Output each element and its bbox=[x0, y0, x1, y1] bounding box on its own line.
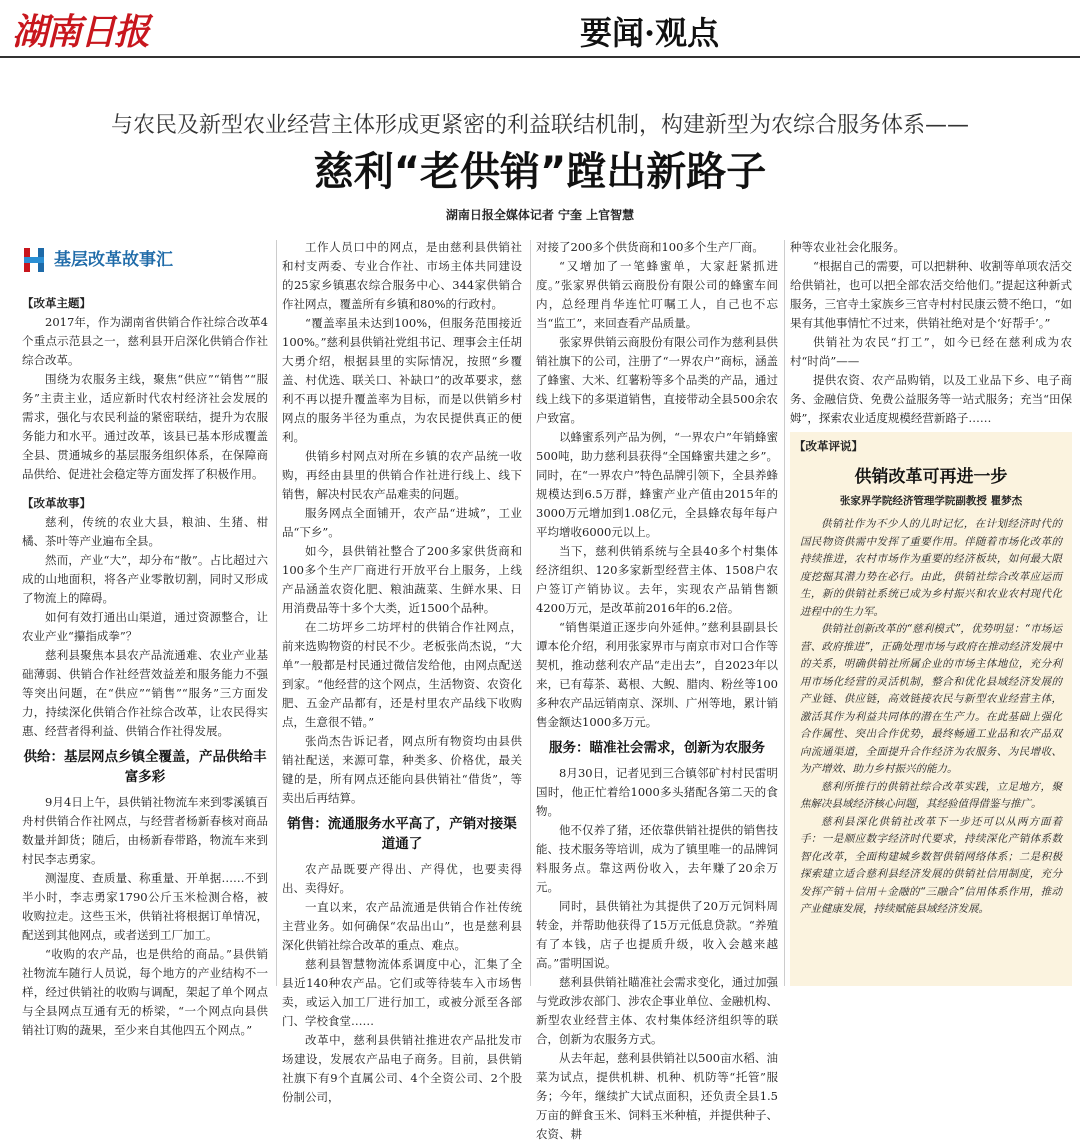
paragraph: 他不仅养了猪，还依靠供销社提供的销售技能、技术服务等培训，成为了镇里唯一的品牌饲料服务点。靠这两份收入，去年赚了20余万元。 bbox=[536, 823, 778, 894]
paragraph: 以蜂蜜系列产品为例，“一界农户”年销蜂蜜500吨，助力慈利县获得“全国蜂蜜共建之乡”。同时，在“一界农户”特色品牌引领下，全县养蜂规模达到6.5万群，蜂蜜产业产值由2015年的3000万元增加到1.08亿元，全县蜂农每年每户平均增收6000元以上。 bbox=[536, 430, 778, 539]
commentary-body bbox=[790, 516, 1072, 919]
paragraph: 张家界供销云商股份有限公司作为慈利县供销社旗下的公司，注册了“一界农户”商标，涵盖了蜂蜜、大米、红薯粉等多个品类的产品，通过线上线下的多渠道销售，直接带动全县500余农户致富。 bbox=[536, 335, 778, 425]
masthead-rule bbox=[0, 56, 1080, 58]
paragraph: 如何有效打通出山渠道，通过资源整合，让农业产业“攥指成拳”？ bbox=[22, 610, 268, 643]
commentary-author: 张家界学院经济管理学院副教授 瞿梦杰 bbox=[839, 495, 1023, 507]
paragraph: 9月4日上午，县供销社物流车来到零溪镇百舟村供销合作社网点，与经营者杨新春核对商品数量并卸货；随后，由杨新春带路，物流车来到村民李志勇家。 bbox=[22, 795, 268, 866]
section-title: 要闻·观点 bbox=[580, 14, 720, 52]
column-3 bbox=[536, 238, 778, 1141]
masthead bbox=[0, 0, 1080, 62]
tag-reform-commentary: 【改革评说】 bbox=[794, 439, 863, 453]
badge-text: 基层改革故事汇 bbox=[54, 249, 173, 270]
paragraph: 同时，县供销社为其提供了20万元饲料周转金，并帮助他获得了15万元低息贷款。“养殖有了本钱，店子也提质升级，收入会越来越高。”雷明国说。 bbox=[536, 899, 778, 970]
article-kicker: 与农民及新型农业经营主体形成更紧密的利益联结机制，构建新型为农综合服务体系—— bbox=[110, 113, 969, 138]
paragraph: “收购的农产品，也是供给的商品。”县供销社物流车随行人员说，每个地方的产业结构不一样，经过供销社的收购与调配，架起了单个网点与全县网点互通有无的桥梁，“一个网点向县供销社订购的蔬果，至少来自其他四五个网点。” bbox=[22, 947, 268, 1037]
paragraph: 慈利县聚焦本县农产品流通难、农业产业基础薄弱、供销合作社经营效益差和服务能力不强等突出问题，在“供应”“销售”“服务”三方面发力，持续深化供销合作社综合改革，让农民得实惠、经营者得利益、供销合作社得发展。 bbox=[22, 648, 268, 738]
article-headline: 慈利“老供销”蹚出新路子 bbox=[313, 149, 767, 195]
paragraph: 测湿度、查质量、称重量、开单据……不到半小时，李志勇家1790公斤玉米检测合格，被收购拉走。这些玉米，供销社将根据订单情况，配送到其他网点，或者送到工厂加工。 bbox=[22, 871, 268, 942]
paragraph: 农产品既要产得出、产得优，也要卖得出、卖得好。 bbox=[282, 862, 522, 895]
tag-reform-story: 【改革故事】 bbox=[22, 496, 91, 510]
column-1 bbox=[22, 238, 268, 1037]
paragraph: 在二坊坪乡二坊坪村的供销合作社网点，前来选购物资的村民不少。老板张尚杰说，“大单”一般都是村民通过微信发给他，由网点配送到家。“他经营的这个网点，生活物资、农资化肥、五金产品都有，还是村里农产品线下收购点，生意很不错。” bbox=[282, 620, 522, 729]
paragraph: 服务网点全面铺开，农产品“进城”，工业品“下乡”。 bbox=[282, 506, 522, 539]
paragraph: 慈利所推行的供销社综合改革实践，立足地方，聚焦解决县域经济核心问题，其经验值得借鉴与推广。 bbox=[800, 780, 1062, 810]
subheading-service: 服务：瞄准社会需求，创新为农服务 bbox=[549, 740, 765, 756]
column-4 bbox=[790, 238, 1072, 428]
paragraph: 供销社作为不少人的儿时记忆，在计划经济时代的国民物资供需中发挥了重要作用。伴随着市场化改革的持续推进，农村市场作为重要的经济板块，如何最大限度挖掘其潜力势在必行。由此，供销社综合改革应运而生，新的供销社系统已成为乡村振兴和农业农村现代化进程中的生力军。 bbox=[800, 518, 1062, 618]
paragraph: 供销社为农民“打工”，如今已经在慈利成为农村“时尚”—— bbox=[790, 335, 1072, 368]
paragraph: 如今，县供销社整合了200多家供货商和100多个生产厂商进行开放平台上服务，上线产品涵盖农资化肥、粮油蔬菜、生鲜水果、日用消费品等十多个大类，近1500个品种。 bbox=[282, 544, 522, 615]
subheading-sales: 销售：流通服务水平高了，产销对接渠道通了 bbox=[287, 816, 517, 852]
paragraph: “销售渠道正逐步向外延伸。”慈利县副县长谭本伦介绍，利用张家界市与南京市对口合作等契机，推动慈利农产品“走出去”，自2023年以来，已有莓茶、葛根、大鲵、腊肉、粉丝等100多种农产品远销南京、深圳、广州等地，累计销售金额达1000多万元。 bbox=[536, 620, 778, 729]
paragraph: 慈利县深化供销社改革下一步还可以从两方面着手：一是顺应数字经济时代要求，持续深化产销体系数智化改革，全面构建城乡数智供销网络体系；二是积极探索建立适合慈利县经济发展的供销社信用制度，充分发挥产销＋信用＋金融的“三融合”信用体系作用，推动产业健康发展，持续赋能县域经济发展。 bbox=[800, 815, 1062, 915]
subheading-supply: 供给：基层网点乡镇全覆盖，产品供给丰富多彩 bbox=[23, 749, 267, 785]
paragraph: 8月30日，记者见到三合镇邻矿村村民雷明国时，他正忙着给1000多头猪配各第二天的食物。 bbox=[536, 766, 778, 818]
commentary-title: 供销改革可再进一步 bbox=[854, 467, 1008, 487]
paragraph: 然而，产业“大”，却分布“散”。占比超过六成的山地面积，将各产业零散切割，同时又形成了物流上的障碍。 bbox=[22, 553, 268, 605]
paragraph: 供销社创新改革的“慈利模式”，优势明显：“市场运营、政府推进”，正确处理市场与政府在推动经济发展中的关系，明确供销社所属企业的市场主体地位，充分利用市场化经营的灵活机制，整合和优化县域经济发展的产业链、供应链，高效链接农民与新型农业经营主体，激活其作为利益共同体的潜在生产力。在此基础上强化合作属性、突出合作优势，最终畅通工业品和农产品双向流通渠道，全面提升合作经济为农服务、为民增收、为产增效、助力乡村振兴的能力。 bbox=[800, 623, 1062, 775]
paragraph: 种等农业社会化服务。 bbox=[790, 240, 905, 254]
paragraph: 围绕为农服务主线，聚焦“供应”“销售”“服务”主责主业，适应新时代农村经济社会发展的需求，强化与农民利益的紧密联结，提升为农服务能力和水平。通过改革，该县已基本形成覆盖全县、贯通城乡的基层服务组织体系，在保障商品供给、促进社会稳定等方面发挥了积极作用。 bbox=[22, 372, 268, 481]
paragraph: 2017年，作为湖南省供销合作社综合改革4个重点示范县之一，慈利县开启深化供销合作社综合改革。 bbox=[22, 315, 268, 367]
paragraph: 慈利县智慧物流体系调度中心，汇集了全县近140种农产品。它们或等待装车入市场售卖，或运入加工厂进行加工，或被分派至各部门、学校食堂…… bbox=[282, 957, 522, 1028]
paragraph: 对接了200多个供货商和100多个生产厂商。 bbox=[536, 240, 764, 254]
commentary-box bbox=[790, 432, 1072, 986]
paragraph: “覆盖率虽未达到100%，但服务范围接近100%。”慈利县供销社党组书记、理事会主任胡大勇介绍，根据县里的实际情况，按照“乡覆盖、村优选、联关口、补缺口”的改革要求，慈利不再以提升覆盖率为目标，而是以供销乡村网点的服务半径为重点，为农民提供真正的便利。 bbox=[282, 316, 523, 444]
tag-reform-theme: 【改革主题】 bbox=[22, 296, 91, 310]
paragraph: “根据自己的需要，可以把耕种、收割等单项农活交给供销社，也可以把全部农活交给他们。”提起这种新式服务，三官寺土家族乡三官寺村村民康云赞不绝口，“如果有其他事情忙不过来，供销社绝对是个‘好帮手’。” bbox=[790, 259, 1072, 330]
badge bbox=[22, 238, 268, 282]
paragraph: 改革中，慈利县供销社推进农产品批发市场建设，发展农产品电子商务。目前，县供销社旗下有9个直属公司、4个全资公司、2个股份制公司， bbox=[282, 1033, 522, 1104]
paragraph: 当下，慈利供销系统与全县40多个村集体经济组织、120多家新型经营主体、1508户农户签订产销协议。去年，实现农产品销售额4200万元，是改革前2016年的6.2倍。 bbox=[536, 544, 778, 615]
column-divider bbox=[530, 240, 531, 986]
paragraph: 提供农资、农产品购销，以及工业品下乡、电子商务、金融信贷、免费公益服务等一站式服务；充当“田保姆”，探索农业适度规模经营新路子…… bbox=[790, 373, 1072, 425]
paragraph: 从去年起，慈利县供销社以500亩水稻、油菜为试点，提供机耕、机种、机防等“托管”服务；今年，继续扩大试点面积，还负责全县1.5万亩的鲜食玉米、饲料玉米种植，并提供种子、农资、耕 bbox=[536, 1051, 778, 1141]
paragraph: 慈利县供销社瞄准社会需求变化，通过加强与党政涉农部门、涉农企事业单位、金融机构、新型农业经营主体、农村集体经济组织等的联合，创新为农服务方式。 bbox=[536, 975, 778, 1046]
column-2 bbox=[282, 238, 523, 1104]
tools-h-icon bbox=[22, 245, 48, 275]
paragraph: 慈利，传统的农业大县，粮油、生猪、柑橘、茶叶等产业遍布全县。 bbox=[22, 515, 268, 548]
paragraph: 供销乡村网点对所在乡镇的农产品统一收购，再经由县里的供销合作社进行线上、线下销售，解决村民农产品难卖的问题。 bbox=[282, 449, 522, 501]
paragraph: 工作人员口中的网点，是由慈利县供销社和村支两委、专业合作社、市场主体共同建设的25家乡镇惠农综合服务中心、344家供销合作社网点，覆盖所有乡镇和80%的行政村。 bbox=[282, 240, 522, 311]
article-byline: 湖南日报全媒体记者 宁奎 上官智慧 bbox=[445, 208, 635, 222]
paragraph: 张尚杰告诉记者，网点所有物资均由县供销社配送，来源可靠，种类多、价格优，最关键的是，所有网点还能向县供销社“借货”，等卖出后再结算。 bbox=[282, 734, 522, 805]
newspaper-logo: 湖南日报 bbox=[12, 11, 149, 53]
paragraph: 一直以来，农产品流通是供销合作社传统主营业务。如何确保“农品出山”，也是慈利县深化供销社综合改革的重点、难点。 bbox=[282, 900, 522, 952]
column-divider bbox=[784, 240, 785, 986]
column-divider bbox=[276, 240, 277, 986]
paragraph: “又增加了一笔蜂蜜单，大家赶紧抓进度。”张家界供销云商股份有限公司的蜂蜜车间内，总经理肖华连忙叮嘱工人，自己也不忘当“监工”，来回查看产品质量。 bbox=[536, 259, 778, 330]
